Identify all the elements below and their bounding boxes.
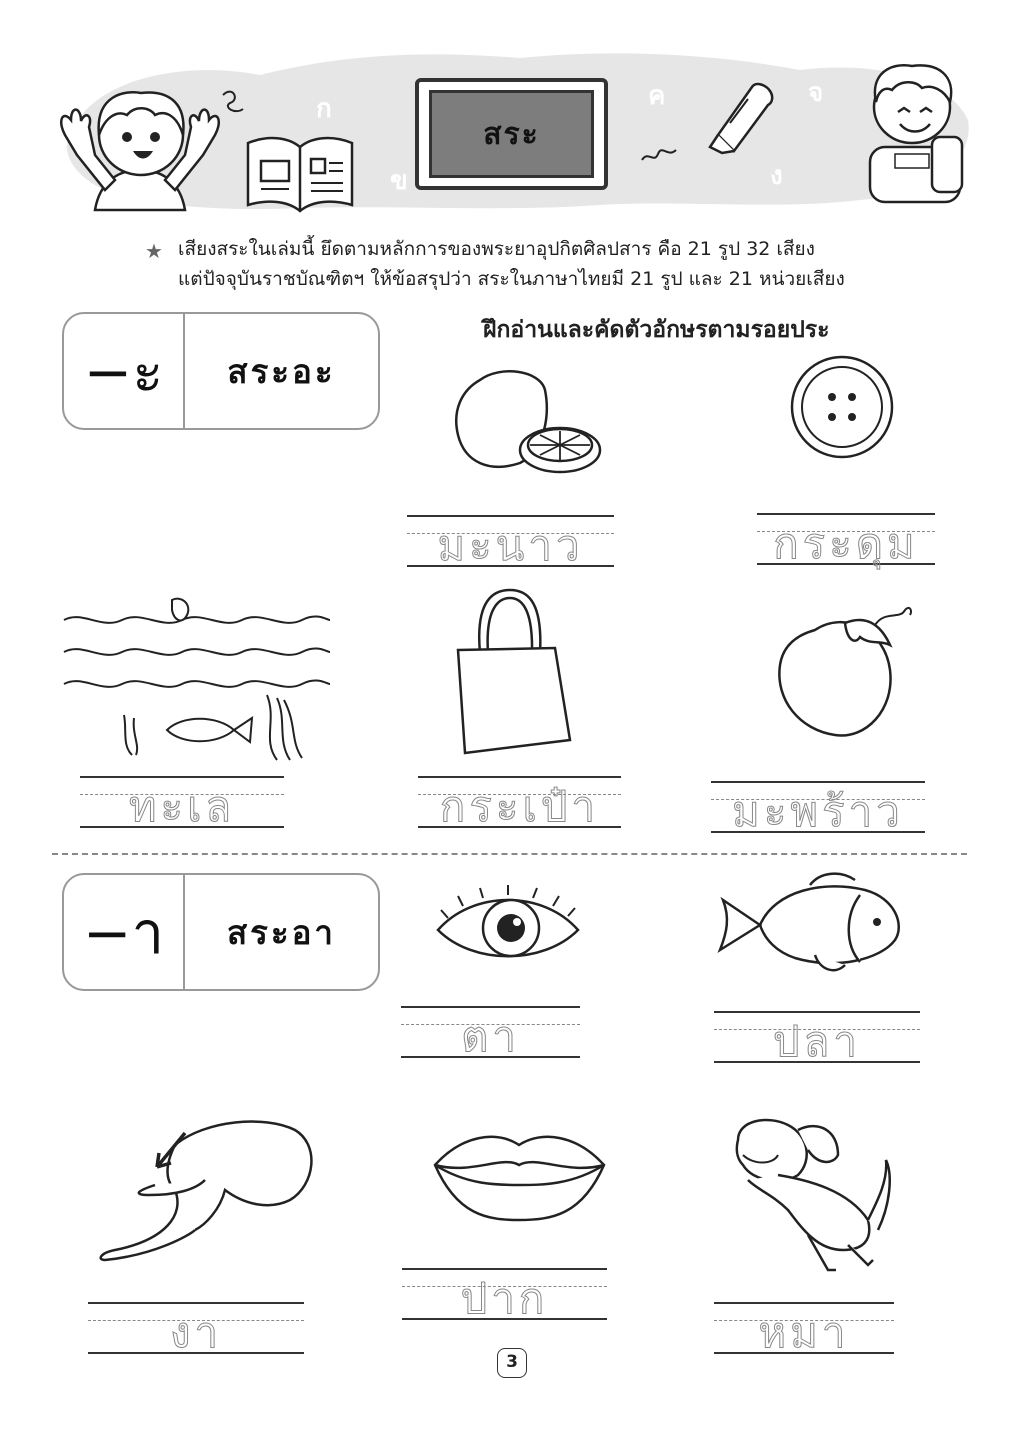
elephant-tusk-icon bbox=[95, 1115, 320, 1275]
section-divider bbox=[52, 853, 967, 855]
vowel-name: สระอะ bbox=[227, 351, 336, 391]
squiggle-icon bbox=[640, 140, 680, 170]
page-number: 3 bbox=[497, 1348, 527, 1378]
writing-line bbox=[407, 515, 614, 570]
writing-line bbox=[714, 1302, 894, 1357]
lime-icon bbox=[450, 365, 610, 480]
faint-letter: ก bbox=[316, 94, 332, 124]
faint-letter: จ bbox=[808, 78, 824, 108]
trace-word: ทะเล bbox=[128, 782, 236, 831]
chalkboard bbox=[415, 78, 608, 190]
writing-line bbox=[80, 776, 284, 831]
trace-word: กระเป๋า bbox=[439, 782, 600, 831]
board-title: สระ bbox=[483, 116, 540, 152]
girl-illustration bbox=[55, 85, 225, 215]
highlighter-icon bbox=[700, 75, 780, 155]
sea-icon bbox=[62, 590, 332, 770]
faint-letter: ข bbox=[390, 166, 408, 196]
trace-word: มะนาว bbox=[437, 521, 584, 570]
fish-icon bbox=[715, 870, 905, 980]
bag-icon bbox=[455, 588, 575, 758]
trace-word: ปาก bbox=[460, 1274, 549, 1323]
button-icon bbox=[790, 355, 895, 460]
faint-letter: ง bbox=[770, 161, 783, 191]
trace-word: มะพร้าว bbox=[732, 787, 904, 836]
vowel-card-sara-a bbox=[62, 312, 380, 430]
lips-icon bbox=[432, 1130, 607, 1225]
trace-word: งา bbox=[169, 1308, 223, 1357]
trace-word: หมา bbox=[758, 1308, 850, 1357]
section-title: ฝึกอ่านและคัดตัวอักษรตามรอยประ bbox=[483, 317, 830, 343]
writing-line bbox=[402, 1268, 607, 1323]
trace-word: ตา bbox=[461, 1012, 520, 1061]
star-icon: ★ bbox=[145, 239, 163, 263]
open-book-illustration bbox=[243, 133, 358, 215]
writing-line bbox=[711, 781, 925, 836]
writing-line bbox=[88, 1302, 304, 1357]
coconut-icon bbox=[775, 605, 920, 745]
vowel-name: สระอา bbox=[227, 912, 336, 952]
eye-icon bbox=[433, 880, 583, 970]
vowel-card-sara-aa bbox=[62, 873, 380, 991]
trace-word: ปลา bbox=[773, 1017, 861, 1066]
boy-illustration bbox=[860, 62, 970, 207]
writing-line bbox=[401, 1006, 580, 1061]
trace-word: กระดุม bbox=[773, 519, 919, 568]
dog-icon bbox=[718, 1110, 898, 1280]
writing-line bbox=[714, 1011, 920, 1066]
vowel-symbol: −ะ bbox=[83, 337, 164, 406]
faint-letter: ค bbox=[648, 81, 666, 111]
vowel-symbol: −า bbox=[82, 898, 165, 967]
note-line-1: เสียงสระในเล่มนี้ ยึดตามหลักการของพระยาอุปกิตศิลปสาร คือ 21 รูป 32 เสียง bbox=[178, 238, 815, 260]
writing-line bbox=[418, 776, 621, 831]
writing-line bbox=[757, 513, 935, 568]
note-line-2: แต่ปัจจุบันราชบัณฑิตฯ ให้ข้อสรุปว่า สระในภาษาไทยมี 21 รูป และ 21 หน่วยเสียง bbox=[178, 268, 845, 290]
